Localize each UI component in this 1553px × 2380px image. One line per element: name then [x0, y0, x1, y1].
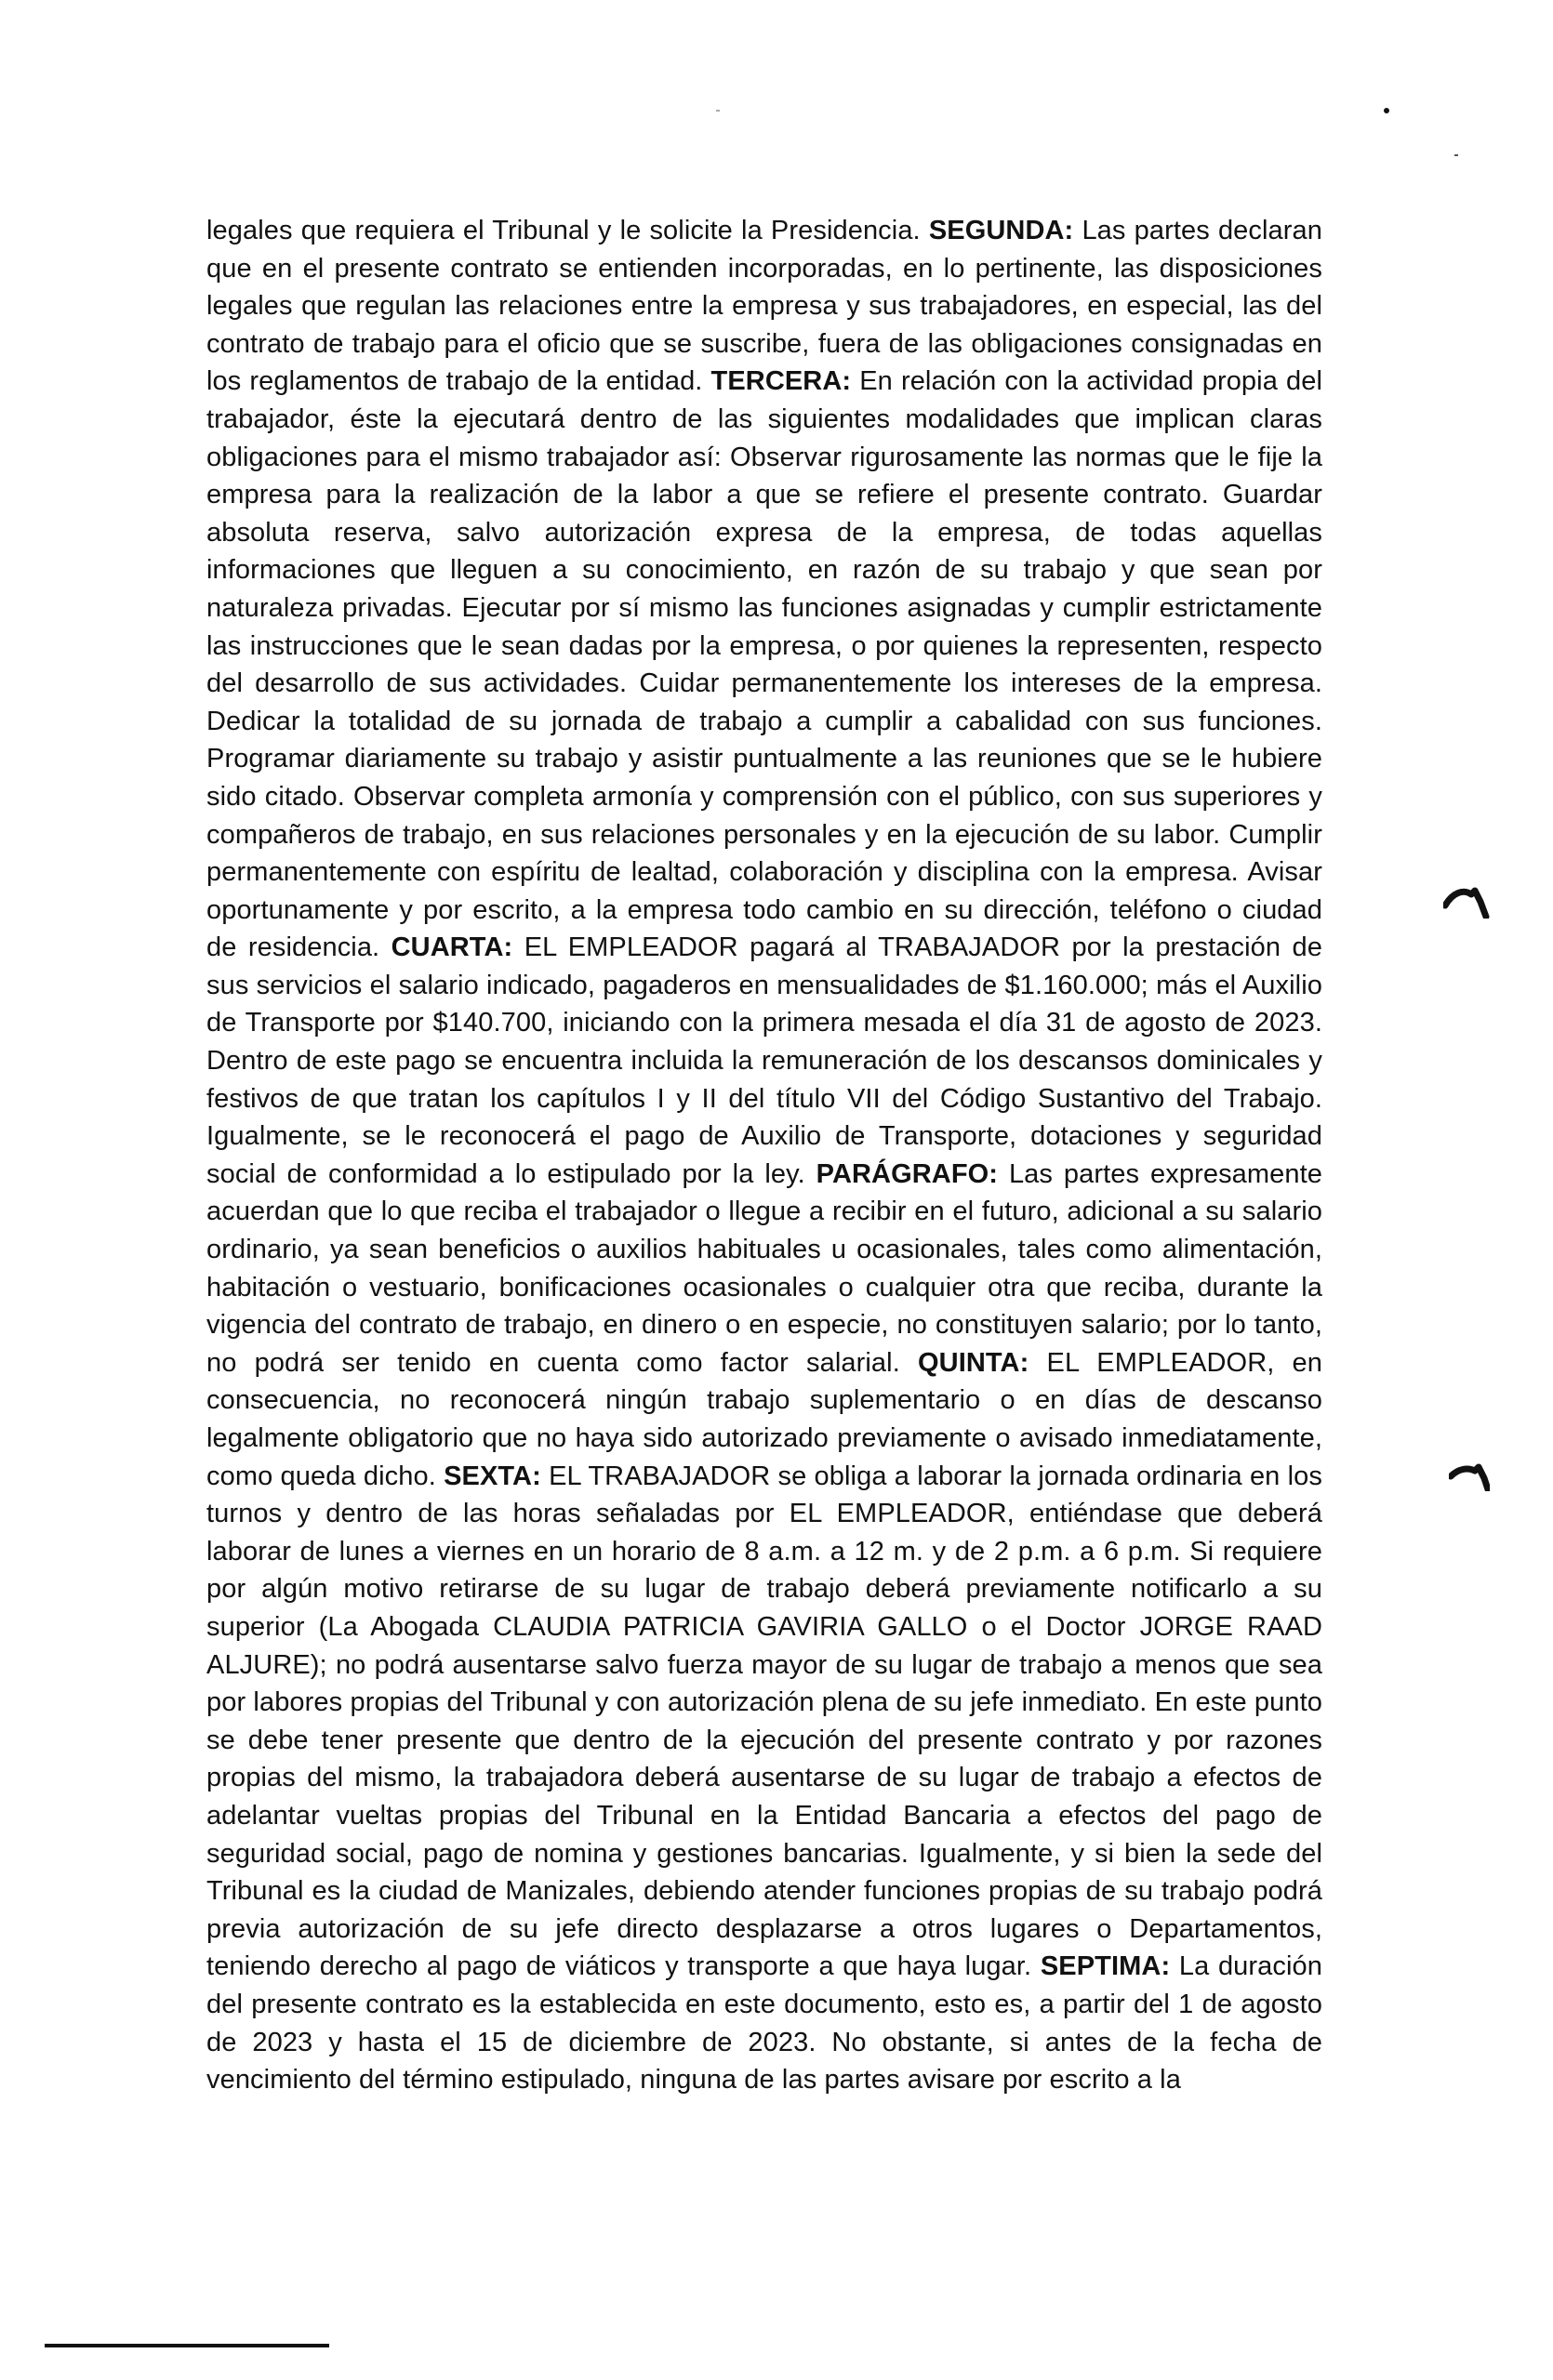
margin-handwritten-mark-lower [1449, 1463, 1490, 1491]
clause-text: En relación con la actividad propia del trabajador, éste la ejecutará dentro de las siguientes modalidades que implican claras obligaciones para el mismo trabajador así: Observar rigurosamente las normas que le fije la empresa para la realización de la labor a que se refiere el presente contrato. Guardar absoluta reserva, salvo autorización expresa de la empresa, de todas aquellas informaciones que lleguen a su conocimiento, en razón de su trabajo y que sean por naturaleza privadas. Ejecutar por sí mismo las funciones asignadas y cumplir estrictamente las instrucciones que le sean dadas por la empresa, o por quienes la representen, respecto del desarrollo de sus actividades. Cuidar permanentemente los intereses de la empresa. Dedicar la totalidad de su jornada de trabajo a cumplir a cabalidad con sus funciones. Programar diariamente su trabajo y asistir puntualmente a las reuniones que se le hubiere sido citado. Observar completa armonía y comprensión con el público, con sus superiores y compañeros de trabajo, en sus relaciones personales y en la ejecución de su labor. Cumplir permanentemente con espíritu de lealtad, colaboración y disciplina con la empresa. Avisar oportunamente y por escrito, a la empresa todo cambio en su dirección, teléfono o ciudad de residencia. [206, 366, 1322, 963]
clause-heading: SEXTA: [444, 1461, 541, 1491]
clause-text: La duración del presente contrato es la establecida en este documento, esto es, a partir del 1 de agosto de 2023 y hasta el 15 de diciembre de 2023. No obstante, si antes de la fecha de vencimiento del término estipulado, ninguna de las partes avisare por escrito a la [206, 1951, 1322, 2096]
clause-text: EL EMPLEADOR pagará al TRABAJADOR por la prestación de sus servicios el salario indicado, pagaderos en mensualidades de $1.160.000; más el Auxilio de Transporte por $140.700, iniciando con la primera mesada el día 31 de agosto de 2023. Dentro de este pago se encuentra incluida la remuneración de los descansos dominicales y festivos de que tratan los capítulos I y II del título VII del Código Sustantivo del Trabajo. Igualmente, se le reconocerá el pago de Auxilio de Transporte, dotaciones y seguridad social de conformidad a lo estipulado por la ley. [206, 932, 1322, 1189]
scan-speck-top [716, 110, 720, 112]
clause-heading: CUARTA: [391, 932, 513, 963]
clause-text: EL TRABAJADOR se obliga a laborar la jornada ordinaria en los turnos y dentro de las horas señaladas por EL EMPLEADOR, entiéndase que deberá laborar de lunes a viernes en un horario de 8 a.m. a 12 m. y de 2 p.m. a 6 p.m. Si requiere por algún motivo retirarse de su lugar de trabajo deberá previamente notificarlo a su superior (La Abogada CLAUDIA PATRICIA GAVIRIA GALLO o el Doctor JORGE RAAD ALJURE); no podrá ausentarse salvo fuerza mayor de su lugar de trabajo a menos que sea por labores propias del Tribunal y con autorización plena de su jefe inmediato. En este punto se debe tener presente que dentro de la ejecución del presente contrato y por razones propias del mismo, la trabajadora deberá ausentarse de su lugar de trabajo a efectos de adelantar vueltas propias del Tribunal en la Entidad Bancaria a efectos del pago de seguridad social, pago de nomina y gestiones bancarias. Igualmente, y si bien la sede del Tribunal es la ciudad de Manizales, debiendo atender funciones propias de su trabajo podrá previa autorización de su jefe directo desplazarse a otros lugares o Departamentos, teniendo derecho al pago de viáticos y transporte a que haya lugar. [206, 1461, 1322, 1982]
footer-rule [45, 2344, 329, 2347]
clause-heading: QUINTA: [918, 1347, 1029, 1378]
contract-body-text [206, 212, 1322, 2099]
scan-speck-dash [1454, 154, 1458, 156]
clause-text: Las partes declaran que en el presente contrato se entienden incorporadas, en lo pertinente, las disposiciones legales que regulan las relaciones entre la empresa y sus trabajadores, en especial, las del contrato de trabajo para el oficio que se suscribe, fuera de las obligaciones consignadas en los reglamentos de trabajo de la entidad. [206, 216, 1322, 397]
clause-heading: TERCERA: [710, 366, 852, 397]
clause-heading: PARÁGRAFO: [816, 1158, 999, 1189]
clause-text: legales que requiera el Tribunal y le solicite la Presidencia. [206, 216, 929, 245]
clause-text: Las partes expresamente acuerdan que lo que reciba el trabajador o llegue a recibir en el futuro, adicional a su salario ordinario, ya sean beneficios o auxilios habituales u ocasionales, tales como alimentación, habitación o vestuario, bonificaciones ocasionales o cualquier otra que reciba, durante la vigencia del contrato de trabajo, en dinero o en especie, no constituyen salario; por lo tanto, no podrá ser tenido en cuenta como factor salarial. [206, 1158, 1323, 1378]
scan-speck-dot [1384, 108, 1389, 113]
clause-heading: SEPTIMA: [1040, 1951, 1171, 1982]
clause-heading: SEGUNDA: [928, 216, 1074, 245]
clause-text: EL EMPLEADOR, en consecuencia, no reconocerá ningún trabajo suplementario o en días de descanso legalmente obligatorio que no haya sido autorizado previamente o avisado inmediatamente, como queda dicho. [206, 1347, 1323, 1491]
margin-handwritten-mark-upper [1443, 885, 1490, 919]
